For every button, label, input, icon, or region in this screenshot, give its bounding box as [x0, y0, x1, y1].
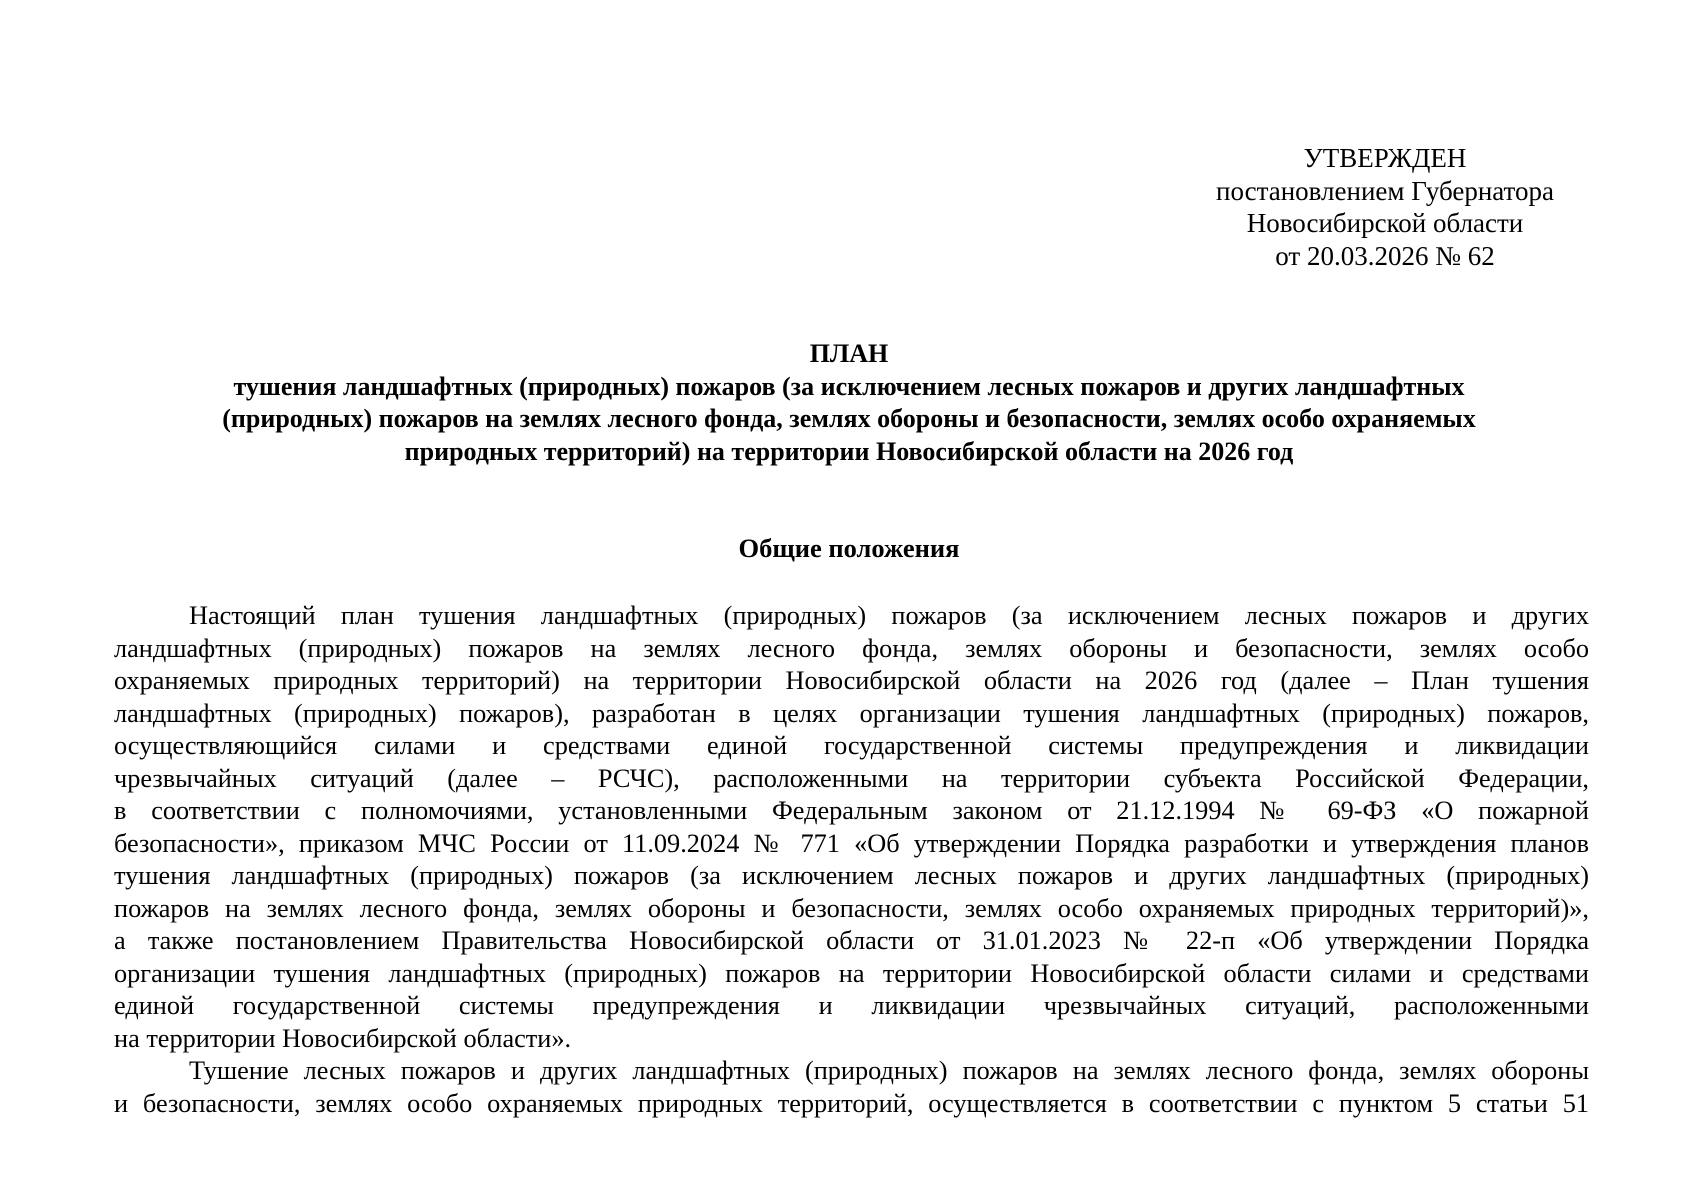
paragraph-line: ландшафтных (природных) пожаров), разработан в целях организации тушения ландшафтных (природных) пожаров,	[114, 698, 1589, 728]
approval-line-decree: постановлением Губернатора	[1216, 175, 1554, 206]
title-line: (природных) пожаров на землях лесного фонда, землях обороны и безопасности, землях особо охраняемых	[222, 404, 1476, 433]
paragraph-line: осуществляющийся силами и средствами единой государственной системы предупреждения и ликвидации	[114, 731, 1589, 760]
paragraph-line: чрезвычайных ситуаций (далее – РСЧС), расположенными на территории субъекта Российской Федерации,	[114, 763, 1589, 793]
title-line: тушения ландшафтных (природных) пожаров (за исключением лесных пожаров и других ландшафтных	[233, 371, 1465, 401]
paragraph-line: организации тушения ландшафтных (природных) пожаров на территории Новосибирской области силами и средствами	[114, 958, 1589, 988]
paragraph-line: Настоящий план тушения ландшафтных (природных) пожаров (за исключением лесных пожаров и других	[189, 601, 1589, 630]
paragraph-line: пожаров на землях лесного фонда, землях обороны и безопасности, землях особо охраняемых природных территорий)»,	[114, 893, 1589, 923]
document-title	[110, 338, 1588, 468]
paragraph-line: единой государственной системы предупреждения и ликвидации чрезвычайных ситуаций, расположенными	[114, 991, 1589, 1020]
paragraph-line: а также постановлением Правительства Новосибирской области от 31.01.2023 № 22-п «Об утверждении Порядка	[114, 926, 1589, 955]
paragraph-line: на территории Новосибирской области».	[114, 1023, 572, 1053]
approval-stamp	[1185, 142, 1585, 272]
approval-line-approved: УТВЕРЖДЕН	[1303, 143, 1467, 173]
paragraph-line: Тушение лесных пожаров и других ландшафтных (природных) пожаров на землях лесного фонда, землях обороны	[189, 1056, 1589, 1085]
paragraph	[114, 1055, 1589, 1120]
title-heading: ПЛАН	[809, 339, 889, 368]
approval-line-region: Новосибирской области	[1246, 208, 1524, 238]
paragraph-line: и безопасности, землях особо охраняемых природных территорий, осуществляется в соответствии с пунктом 5 статьи 51	[114, 1088, 1589, 1118]
paragraph-line: в соответствии с полномочиями, установленными Федеральным законом от 21.12.1994 № 69-ФЗ «О пожарной	[114, 796, 1589, 825]
approval-line-date-number: от 20.03.2026 № 62	[1275, 240, 1495, 271]
paragraph-line: тушения ландшафтных (природных) пожаров (за исключением лесных пожаров и других ландшафтных (природных)	[114, 861, 1589, 890]
paragraph-line: ландшафтных (природных) пожаров на землях лесного фонда, землях обороны и безопасности, землях особо	[114, 633, 1589, 663]
document-body	[114, 600, 1589, 1120]
paragraph-line: охраняемых природных территорий) на территории Новосибирской области на 2026 год (далее – План тушения	[114, 666, 1589, 695]
paragraph-line: безопасности», приказом МЧС России от 11.09.2024 № 771 «Об утверждении Порядка разработки и утверждения планов	[114, 828, 1589, 858]
paragraph	[114, 600, 1589, 1055]
title-line: природных территорий) на территории Новосибирской области на 2026 год	[404, 436, 1294, 466]
section-heading: Общие положения	[738, 533, 960, 563]
